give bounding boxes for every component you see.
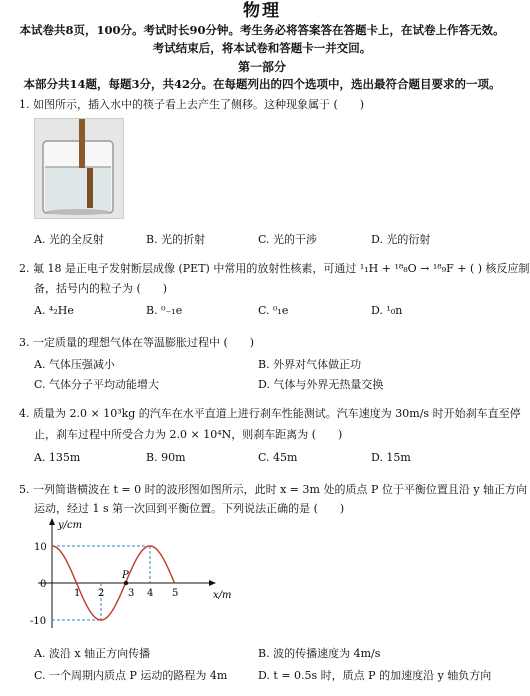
x-tick-2: 2 (98, 588, 105, 599)
q3-option-d[interactable]: D. 气体与外界无热量交换 (258, 378, 384, 391)
question-4-stem-line-1: 4. 质量为 2.0 × 10³kg 的汽车在水平直道上进行刹车性能测试。汽车速度为 30m/s 时开始刹车直至停 (19, 407, 521, 420)
q4-option-a[interactable]: A. 135m (34, 451, 81, 464)
exam-notice-line-2: 考试结束后，将本试卷和答题卡一并交回。 (152, 41, 372, 55)
q1-option-a[interactable]: A. 光的全反射 (34, 233, 104, 246)
q1-option-c[interactable]: C. 光的干涉 (258, 233, 318, 246)
glass-illustration (35, 119, 123, 218)
q2-option-d[interactable]: D. ¹₀n (371, 304, 403, 317)
x-axis-arrow-icon (209, 580, 216, 586)
q5-option-b[interactable]: B. 波的传播速度为 4m/s (258, 647, 381, 660)
q5-option-a[interactable]: A. 波沿 x 轴正方向传播 (34, 647, 151, 660)
q3-option-c[interactable]: C. 气体分子平均动能增大 (34, 378, 160, 391)
chopsticks-in-water-photo (34, 118, 124, 219)
q4-option-c[interactable]: C. 45m (258, 451, 298, 464)
x-axis-label: x/m (213, 590, 232, 601)
y-axis-label: y/cm (58, 520, 83, 531)
q5-option-c[interactable]: C. 一个周期内质点 P 运动的路程为 4m (34, 669, 228, 682)
y-tick-10: 10 (34, 542, 47, 553)
question-5-stem-line-2: 运动，经过 1 s 第一次回到平衡位置。下列说法正确的是 ( ) (34, 502, 345, 515)
q3-option-a[interactable]: A. 气体压强减小 (34, 358, 115, 371)
question-2-stem-line-1: 2. 氟 18 是正电子发射断层成像 (PET) 中常用的放射性核素，可通过 ¹₁H + ¹⁸₈O → ¹⁸₉F + ( ) 核反应制 (19, 262, 530, 275)
q5-option-d[interactable]: D. t = 0.5s 时，质点 P 的加速度沿 y 轴负方向 (258, 669, 492, 682)
part-heading: 第一部分 (237, 60, 286, 74)
page-title: 物理 (243, 1, 281, 21)
part-instruction: 本部分共14题，每题3分，共42分。在每题列出的四个选项中，选出最符合题目要求的一项。 (23, 77, 501, 91)
question-3-stem: 3. 一定质量的理想气体在等温膨胀过程中 ( ) (19, 336, 255, 349)
point-p-label: P (122, 570, 129, 581)
question-4-stem-line-2: 止，刹车过程中所受合力为 2.0 × 10⁴N，则刹车距离为 ( ) (34, 428, 343, 441)
y-tick-neg-10: -10 (30, 616, 47, 627)
q2-option-b[interactable]: B. ⁰₋₁e (146, 304, 183, 317)
y-tick-0: 0 (40, 579, 47, 590)
q3-option-b[interactable]: B. 外界对气体做正功 (258, 358, 362, 371)
q2-option-a[interactable]: A. ⁴₂He (34, 304, 74, 317)
question-1-stem: 1. 如图所示，插入水中的筷子看上去产生了侧移。这种现象属于 ( ) (19, 98, 365, 111)
q2-option-c[interactable]: C. ⁰₁e (258, 304, 289, 317)
x-tick-3: 3 (128, 588, 135, 599)
wave-graph (28, 516, 232, 634)
q1-option-d[interactable]: D. 光的衍射 (371, 233, 431, 246)
y-axis-arrow-icon (49, 518, 55, 525)
question-2-stem-line-2: 备，括号内的粒子为 ( ) (34, 282, 168, 295)
x-tick-1: 1 (74, 588, 81, 599)
exam-notice-line-1: 本试卷共8页，100分。考试时长90分钟。考生务必将答案答在答题卡上，在试卷上作答无效。 (19, 23, 505, 37)
q1-option-b[interactable]: B. 光的折射 (146, 233, 206, 246)
x-tick-4: 4 (147, 588, 154, 599)
x-tick-5: 5 (172, 588, 179, 599)
point-p-marker (124, 581, 128, 585)
question-5-stem-line-1: 5. 一列简谐横波在 t = 0 时的波形图如图所示，此时 x = 3m 处的质点 P 位于平衡位置且沿 y 轴正方向 (19, 483, 528, 496)
q4-option-b[interactable]: B. 90m (146, 451, 186, 464)
q4-option-d[interactable]: D. 15m (371, 451, 411, 464)
